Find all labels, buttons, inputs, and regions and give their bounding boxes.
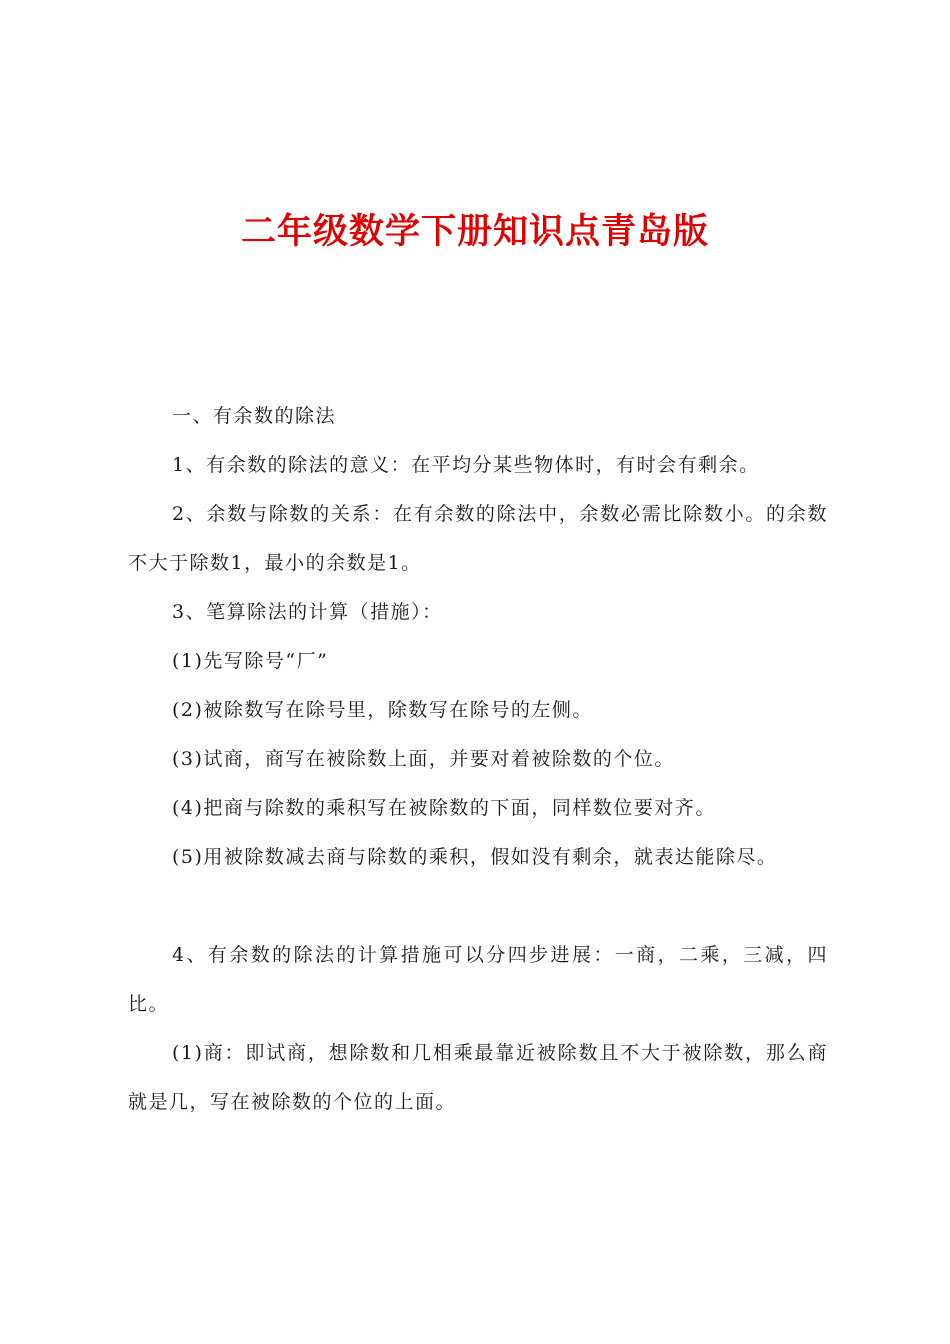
list-item: (1)商：即试商，想除数和几相乘最靠近被除数且不大于被除数，那么商就是几，写在被除数的个位的上面。 bbox=[128, 1042, 828, 1113]
list-item: (1)先写除号“厂” bbox=[172, 650, 329, 672]
document-title: 二年级数学下册知识点青岛版 bbox=[240, 211, 709, 252]
list-item: (4)把商与除数的乘积写在被除数的下面，同样数位要对齐。 bbox=[172, 797, 716, 819]
paragraph: 3、笔算除法的计算（措施）： bbox=[172, 601, 443, 623]
paragraph: 4、有余数的除法的计算措施可以分四步进展：一商，二乘，三减，四比。 bbox=[128, 944, 828, 1015]
list-item: (2)被除数写在除号里，除数写在除号的左侧。 bbox=[172, 699, 593, 721]
list-item: (5)用被除数减去商与除数的乘积，假如没有剩余，就表达能除尽。 bbox=[172, 846, 778, 868]
paragraph-spacer bbox=[128, 882, 828, 931]
paragraph: 1、有余数的除法的意义：在平均分某些物体时，有时会有剩余。 bbox=[172, 454, 760, 476]
paragraph: 2、余数与除数的关系：在有余数的除法中，余数必需比除数小。的余数不大于除数1，最小的余数是1。 bbox=[128, 503, 828, 574]
section-heading: 一、有余数的除法 bbox=[172, 405, 337, 427]
document-body bbox=[128, 392, 828, 1127]
list-item: (3)试商，商写在被除数上面，并要对着被除数的个位。 bbox=[172, 748, 675, 770]
